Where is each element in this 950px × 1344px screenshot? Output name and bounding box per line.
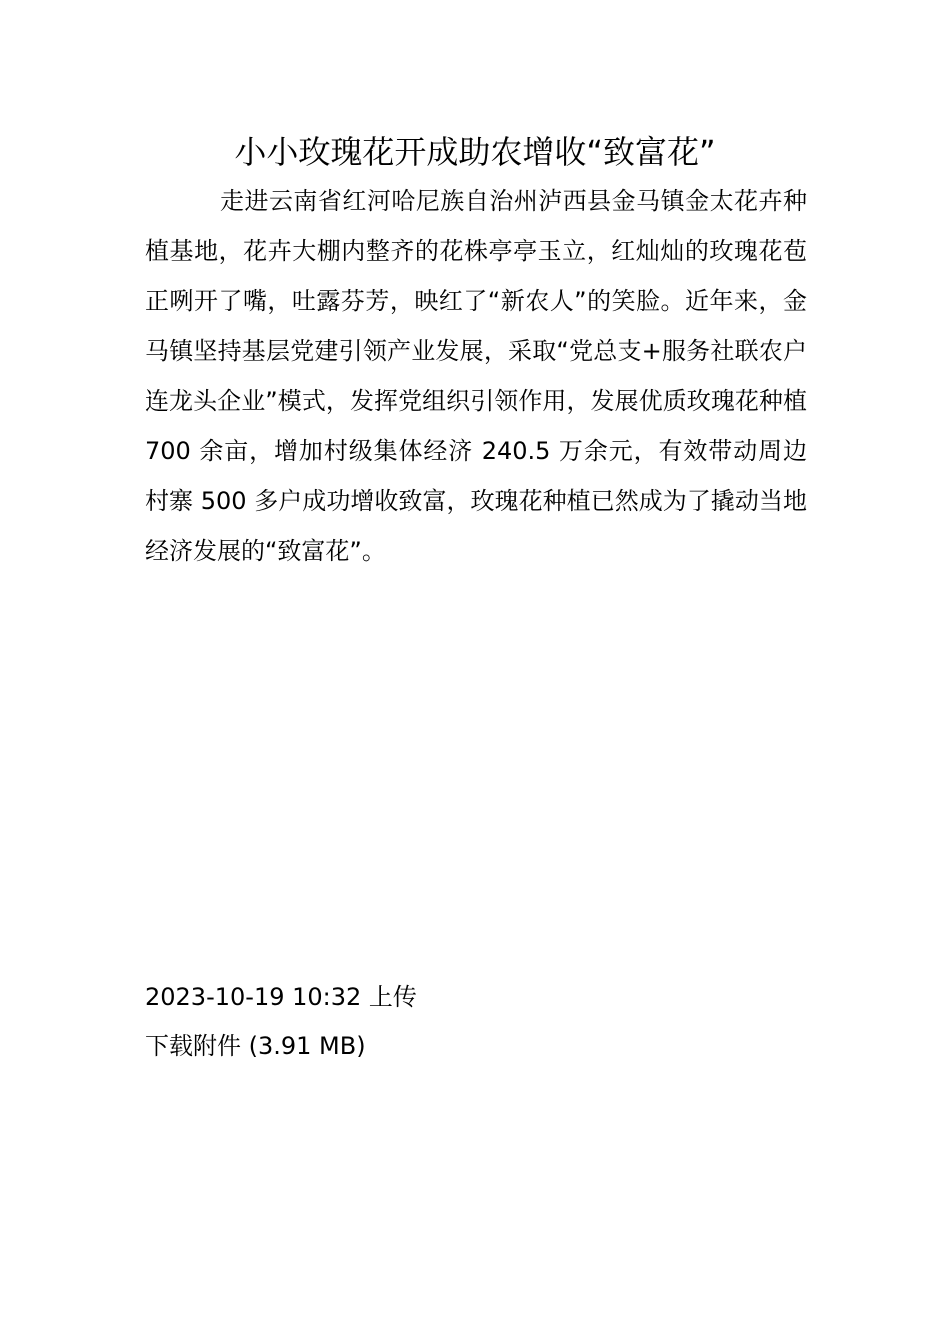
article-title: 小小玫瑰花开成助农增收“致富花” — [234, 133, 716, 171]
upload-timestamp: 2023-10-19 10:32 上传 — [145, 983, 417, 1011]
download-attachment-link[interactable]: 下载附件 (3.91 MB) — [145, 1032, 366, 1060]
attachment-meta — [145, 973, 805, 1071]
article-body: 走进云南省红河哈尼族自治州泸西县金马镇金太花卉种植基地，花卉大棚内整齐的花株亭亭玉立，红灿灿的玫瑰花苞正咧开了嘴，吐露芬芳，映红了“新农人”的笑脸。近年来，金马镇坚持基层党建引领产业发展，采取“党总支+服务社联农户连龙头企业”模式，发挥党组织引领作用，发展优质玫瑰花种植 700 余亩，增加村级集体经济 240.5 万余元，有效带动周边村寨 500 多户成功增收致富，玫瑰花种植已然成为了撬动当地经济发展的“致富花”。 — [145, 187, 807, 565]
